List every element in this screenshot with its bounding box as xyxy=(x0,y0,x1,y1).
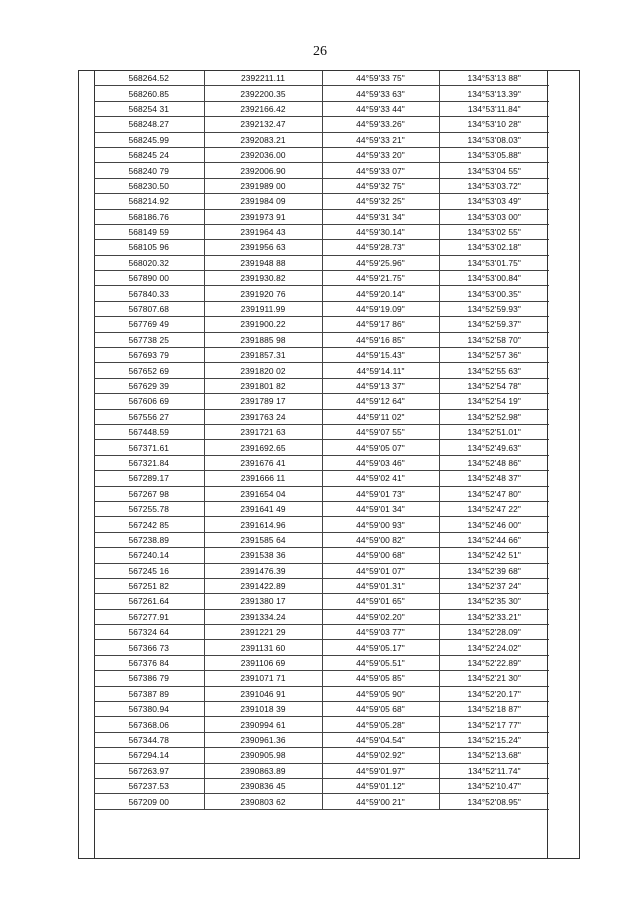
y-coordinate-cell: 2391984 09 xyxy=(204,194,322,209)
table-row xyxy=(94,101,549,116)
x-coordinate-cell: 567840.33 xyxy=(94,286,204,301)
longitude-cell: 134°52'48 86" xyxy=(439,455,549,470)
y-coordinate-cell: 2391885 98 xyxy=(204,332,322,347)
latitude-cell: 44°59'05 85" xyxy=(322,671,439,686)
latitude-cell: 44°59'21.75" xyxy=(322,271,439,286)
table-row xyxy=(94,686,549,701)
latitude-cell: 44°59'33 21" xyxy=(322,132,439,147)
x-coordinate-cell: 568264.52 xyxy=(94,71,204,86)
x-coordinate-cell: 567240.14 xyxy=(94,548,204,563)
longitude-cell: 134°53'10 28" xyxy=(439,117,549,132)
longitude-cell: 134°52'24.02" xyxy=(439,640,549,655)
table-row xyxy=(94,748,549,763)
x-coordinate-cell: 567376 84 xyxy=(94,655,204,670)
longitude-cell: 134°53'04 55" xyxy=(439,163,549,178)
latitude-cell: 44°59'13 37" xyxy=(322,378,439,393)
latitude-cell: 44°59'00 21" xyxy=(322,794,439,809)
longitude-cell: 134°53'13 88" xyxy=(439,71,549,86)
x-coordinate-cell: 567693 79 xyxy=(94,348,204,363)
table-row xyxy=(94,132,549,147)
latitude-cell: 44°59'02 41" xyxy=(322,471,439,486)
table-row xyxy=(94,409,549,424)
longitude-cell: 134°53'05.88" xyxy=(439,147,549,162)
x-coordinate-cell: 567629 39 xyxy=(94,378,204,393)
x-coordinate-cell: 567238.89 xyxy=(94,532,204,547)
longitude-cell: 134°53'02 55" xyxy=(439,224,549,239)
latitude-cell: 44°59'19.09" xyxy=(322,301,439,316)
longitude-cell: 134°52'51.01" xyxy=(439,424,549,439)
y-coordinate-cell: 2391763 24 xyxy=(204,409,322,424)
table-row xyxy=(94,394,549,409)
x-coordinate-cell: 567386 79 xyxy=(94,671,204,686)
longitude-cell: 134°52'15.24" xyxy=(439,732,549,747)
longitude-cell: 134°52'54 19" xyxy=(439,394,549,409)
x-coordinate-cell: 567263.97 xyxy=(94,763,204,778)
x-coordinate-cell: 567448.59 xyxy=(94,424,204,439)
latitude-cell: 44°59'05.17" xyxy=(322,640,439,655)
longitude-cell: 134°52'42 51" xyxy=(439,548,549,563)
x-coordinate-cell: 567652 69 xyxy=(94,363,204,378)
longitude-cell: 134°52'28.09" xyxy=(439,625,549,640)
latitude-cell: 44°59'32 75" xyxy=(322,178,439,193)
y-coordinate-cell: 2391018 39 xyxy=(204,702,322,717)
y-coordinate-cell: 2391920 76 xyxy=(204,286,322,301)
y-coordinate-cell: 2390836 45 xyxy=(204,778,322,793)
latitude-cell: 44°59'01 07" xyxy=(322,563,439,578)
y-coordinate-cell: 2392036.00 xyxy=(204,147,322,162)
longitude-cell: 134°52'21 30" xyxy=(439,671,549,686)
table-row xyxy=(94,563,549,578)
x-coordinate-cell: 567324 64 xyxy=(94,625,204,640)
latitude-cell: 44°59'01 65" xyxy=(322,594,439,609)
x-coordinate-cell: 567807.68 xyxy=(94,301,204,316)
longitude-cell: 134°53'08.03" xyxy=(439,132,549,147)
table-row xyxy=(94,548,549,563)
table-row xyxy=(94,640,549,655)
y-coordinate-cell: 2390994 61 xyxy=(204,717,322,732)
y-coordinate-cell: 2391476.39 xyxy=(204,563,322,578)
latitude-cell: 44°59'17 86" xyxy=(322,317,439,332)
longitude-cell: 134°52'44 66" xyxy=(439,532,549,547)
table-row xyxy=(94,348,549,363)
table-row xyxy=(94,578,549,593)
y-coordinate-cell: 2391948 88 xyxy=(204,255,322,270)
table-row xyxy=(94,286,549,301)
table-row xyxy=(94,625,549,640)
longitude-cell: 134°53'01.75" xyxy=(439,255,549,270)
longitude-cell: 134°52'47 80" xyxy=(439,486,549,501)
y-coordinate-cell: 2391422.89 xyxy=(204,578,322,593)
latitude-cell: 44°59'02.20" xyxy=(322,609,439,624)
table-row xyxy=(94,178,549,193)
longitude-cell: 134°53'03.72" xyxy=(439,178,549,193)
latitude-cell: 44°59'07 55" xyxy=(322,424,439,439)
longitude-cell: 134°53'02.18" xyxy=(439,240,549,255)
latitude-cell: 44°59'11 02" xyxy=(322,409,439,424)
x-coordinate-cell: 568186.76 xyxy=(94,209,204,224)
table-row xyxy=(94,117,549,132)
y-coordinate-cell: 2391071 71 xyxy=(204,671,322,686)
x-coordinate-cell: 567344.78 xyxy=(94,732,204,747)
latitude-cell: 44°59'14.11" xyxy=(322,363,439,378)
y-coordinate-cell: 2391989 00 xyxy=(204,178,322,193)
x-coordinate-cell: 567368.06 xyxy=(94,717,204,732)
table-row xyxy=(94,794,549,809)
x-coordinate-cell: 567245 16 xyxy=(94,563,204,578)
table-row xyxy=(94,424,549,439)
table-row xyxy=(94,224,549,239)
latitude-cell: 44°59'20.14" xyxy=(322,286,439,301)
longitude-cell: 134°52'59.37" xyxy=(439,317,549,332)
longitude-cell: 134°53'00.35" xyxy=(439,286,549,301)
y-coordinate-cell: 2392083.21 xyxy=(204,132,322,147)
longitude-cell: 134°52'37 24" xyxy=(439,578,549,593)
y-coordinate-cell: 2390961.36 xyxy=(204,732,322,747)
table-row xyxy=(94,763,549,778)
y-coordinate-cell: 2391676 41 xyxy=(204,455,322,470)
y-coordinate-cell: 2391380 17 xyxy=(204,594,322,609)
x-coordinate-cell: 568245 24 xyxy=(94,147,204,162)
y-coordinate-cell: 2390863.89 xyxy=(204,763,322,778)
y-coordinate-cell: 2391538 36 xyxy=(204,548,322,563)
y-coordinate-cell: 2392200.35 xyxy=(204,86,322,101)
x-coordinate-cell: 567366 73 xyxy=(94,640,204,655)
table-row xyxy=(94,501,549,516)
latitude-cell: 44°59'05 68" xyxy=(322,702,439,717)
x-coordinate-cell: 567289.17 xyxy=(94,471,204,486)
latitude-cell: 44°59'33 07" xyxy=(322,163,439,178)
latitude-cell: 44°59'25.96" xyxy=(322,255,439,270)
x-coordinate-cell: 567267 98 xyxy=(94,486,204,501)
table-row xyxy=(94,378,549,393)
y-coordinate-cell: 2390905.98 xyxy=(204,748,322,763)
longitude-cell: 134°52'35 30" xyxy=(439,594,549,609)
coordinates-table-body xyxy=(94,71,549,809)
table-row xyxy=(94,163,549,178)
longitude-cell: 134°53'00.84" xyxy=(439,271,549,286)
latitude-cell: 44°59'33 20" xyxy=(322,147,439,162)
x-coordinate-cell: 567769 49 xyxy=(94,317,204,332)
latitude-cell: 44°59'31 34" xyxy=(322,209,439,224)
y-coordinate-cell: 2391789 17 xyxy=(204,394,322,409)
x-coordinate-cell: 567209 00 xyxy=(94,794,204,809)
x-coordinate-cell: 568260.85 xyxy=(94,86,204,101)
longitude-cell: 134°52'10.47" xyxy=(439,778,549,793)
longitude-cell: 134°52'33.21" xyxy=(439,609,549,624)
latitude-cell: 44°59'33 63" xyxy=(322,86,439,101)
table-row xyxy=(94,655,549,670)
x-coordinate-cell: 567890 00 xyxy=(94,271,204,286)
table-row xyxy=(94,486,549,501)
longitude-cell: 134°52'58 70" xyxy=(439,332,549,347)
table-row xyxy=(94,317,549,332)
table-row xyxy=(94,71,549,86)
longitude-cell: 134°52'54 78" xyxy=(439,378,549,393)
table-row xyxy=(94,271,549,286)
x-coordinate-cell: 568248.27 xyxy=(94,117,204,132)
x-coordinate-cell: 567294.14 xyxy=(94,748,204,763)
longitude-cell: 134°52'49.63" xyxy=(439,440,549,455)
x-coordinate-cell: 567556 27 xyxy=(94,409,204,424)
latitude-cell: 44°59'33 75" xyxy=(322,71,439,86)
y-coordinate-cell: 2391930.82 xyxy=(204,271,322,286)
y-coordinate-cell: 2391801 82 xyxy=(204,378,322,393)
latitude-cell: 44°59'15.43" xyxy=(322,348,439,363)
table-row xyxy=(94,255,549,270)
x-coordinate-cell: 567380.94 xyxy=(94,702,204,717)
y-coordinate-cell: 2391585 64 xyxy=(204,532,322,547)
y-coordinate-cell: 2391221 29 xyxy=(204,625,322,640)
longitude-cell: 134°52'52.98" xyxy=(439,409,549,424)
longitude-cell: 134°52'13.68" xyxy=(439,748,549,763)
x-coordinate-cell: 568245.99 xyxy=(94,132,204,147)
y-coordinate-cell: 2391857.31 xyxy=(204,348,322,363)
table-row xyxy=(94,332,549,347)
y-coordinate-cell: 2391911.99 xyxy=(204,301,322,316)
latitude-cell: 44°59'01.12" xyxy=(322,778,439,793)
y-coordinate-cell: 2391641 49 xyxy=(204,501,322,516)
notes-column xyxy=(547,71,579,858)
latitude-cell: 44°59'03 77" xyxy=(322,625,439,640)
x-coordinate-cell: 567255.78 xyxy=(94,501,204,516)
latitude-cell: 44°59'33.26" xyxy=(322,117,439,132)
x-coordinate-cell: 568254 31 xyxy=(94,101,204,116)
y-coordinate-cell: 2392211.11 xyxy=(204,71,322,86)
longitude-cell: 134°52'22.89" xyxy=(439,655,549,670)
longitude-cell: 134°52'20.17" xyxy=(439,686,549,701)
table-row xyxy=(94,209,549,224)
y-coordinate-cell: 2391956 63 xyxy=(204,240,322,255)
latitude-cell: 44°59'12 64" xyxy=(322,394,439,409)
x-coordinate-cell: 567387 89 xyxy=(94,686,204,701)
longitude-cell: 134°53'13.39" xyxy=(439,86,549,101)
latitude-cell: 44°59'01.97" xyxy=(322,763,439,778)
table-row xyxy=(94,717,549,732)
table-row xyxy=(94,86,549,101)
x-coordinate-cell: 567738 25 xyxy=(94,332,204,347)
latitude-cell: 44°59'30.14" xyxy=(322,224,439,239)
longitude-cell: 134°52'17 77" xyxy=(439,717,549,732)
table-row xyxy=(94,594,549,609)
latitude-cell: 44°59'05.28" xyxy=(322,717,439,732)
longitude-cell: 134°52'39 68" xyxy=(439,563,549,578)
table-row xyxy=(94,363,549,378)
x-coordinate-cell: 568149 59 xyxy=(94,224,204,239)
table-row xyxy=(94,702,549,717)
latitude-cell: 44°59'28.73" xyxy=(322,240,439,255)
x-coordinate-cell: 567371.61 xyxy=(94,440,204,455)
table-row xyxy=(94,301,549,316)
latitude-cell: 44°59'02.92" xyxy=(322,748,439,763)
y-coordinate-cell: 2391964 43 xyxy=(204,224,322,239)
latitude-cell: 44°59'01 73" xyxy=(322,486,439,501)
longitude-cell: 134°52'08.95" xyxy=(439,794,549,809)
table-row xyxy=(94,517,549,532)
y-coordinate-cell: 2391721 63 xyxy=(204,424,322,439)
y-coordinate-cell: 2391666 11 xyxy=(204,471,322,486)
longitude-cell: 134°52'59.93" xyxy=(439,301,549,316)
latitude-cell: 44°59'00 93" xyxy=(322,517,439,532)
latitude-cell: 44°59'32 25" xyxy=(322,194,439,209)
table-row xyxy=(94,778,549,793)
y-coordinate-cell: 2391973 91 xyxy=(204,209,322,224)
latitude-cell: 44°59'01 34" xyxy=(322,501,439,516)
table-row xyxy=(94,440,549,455)
table-row xyxy=(94,240,549,255)
table-row xyxy=(94,194,549,209)
y-coordinate-cell: 2392006.90 xyxy=(204,163,322,178)
table-row xyxy=(94,671,549,686)
latitude-cell: 44°59'01.31" xyxy=(322,578,439,593)
table-row xyxy=(94,455,549,470)
table-row xyxy=(94,471,549,486)
latitude-cell: 44°59'03 46" xyxy=(322,455,439,470)
latitude-cell: 44°59'00 68" xyxy=(322,548,439,563)
table-row xyxy=(94,147,549,162)
x-coordinate-cell: 568020.32 xyxy=(94,255,204,270)
x-coordinate-cell: 567251 82 xyxy=(94,578,204,593)
latitude-cell: 44°59'16 85" xyxy=(322,332,439,347)
latitude-cell: 44°59'33 44" xyxy=(322,101,439,116)
y-coordinate-cell: 2391334.24 xyxy=(204,609,322,624)
longitude-cell: 134°52'11.74" xyxy=(439,763,549,778)
latitude-cell: 44°59'00 82" xyxy=(322,532,439,547)
coordinates-table xyxy=(94,71,549,810)
y-coordinate-cell: 2391046 91 xyxy=(204,686,322,701)
latitude-cell: 44°59'05 90" xyxy=(322,686,439,701)
y-coordinate-cell: 2391820 02 xyxy=(204,363,322,378)
table-row xyxy=(94,532,549,547)
x-coordinate-cell: 567237.53 xyxy=(94,778,204,793)
y-coordinate-cell: 2391654 04 xyxy=(204,486,322,501)
longitude-cell: 134°52'18 87" xyxy=(439,702,549,717)
x-coordinate-cell: 568105 96 xyxy=(94,240,204,255)
coordinates-table-frame xyxy=(78,70,580,859)
longitude-cell: 134°52'47 22" xyxy=(439,501,549,516)
y-coordinate-cell: 2391131 60 xyxy=(204,640,322,655)
x-coordinate-cell: 568240 79 xyxy=(94,163,204,178)
longitude-cell: 134°52'48 37" xyxy=(439,471,549,486)
x-coordinate-cell: 567277.91 xyxy=(94,609,204,624)
x-coordinate-cell: 567261.64 xyxy=(94,594,204,609)
page-number: 26 xyxy=(313,44,327,59)
table-row xyxy=(94,732,549,747)
longitude-cell: 134°53'11.84" xyxy=(439,101,549,116)
x-coordinate-cell: 568230.50 xyxy=(94,178,204,193)
longitude-cell: 134°53'03 49" xyxy=(439,194,549,209)
longitude-cell: 134°53'03 00" xyxy=(439,209,549,224)
table-row xyxy=(94,609,549,624)
latitude-cell: 44°59'04.54" xyxy=(322,732,439,747)
y-coordinate-cell: 2391900.22 xyxy=(204,317,322,332)
latitude-cell: 44°59'05.51" xyxy=(322,655,439,670)
x-coordinate-cell: 567321.84 xyxy=(94,455,204,470)
y-coordinate-cell: 2390803 62 xyxy=(204,794,322,809)
y-coordinate-cell: 2392132.47 xyxy=(204,117,322,132)
y-coordinate-cell: 2391692.65 xyxy=(204,440,322,455)
y-coordinate-cell: 2391614.96 xyxy=(204,517,322,532)
y-coordinate-cell: 2392166.42 xyxy=(204,101,322,116)
y-coordinate-cell: 2391106 69 xyxy=(204,655,322,670)
longitude-cell: 134°52'57 36" xyxy=(439,348,549,363)
longitude-cell: 134°52'55 63" xyxy=(439,363,549,378)
x-coordinate-cell: 568214.92 xyxy=(94,194,204,209)
x-coordinate-cell: 567242 85 xyxy=(94,517,204,532)
x-coordinate-cell: 567606 69 xyxy=(94,394,204,409)
longitude-cell: 134°52'46 00" xyxy=(439,517,549,532)
latitude-cell: 44°59'05 07" xyxy=(322,440,439,455)
row-number-column xyxy=(79,71,95,858)
